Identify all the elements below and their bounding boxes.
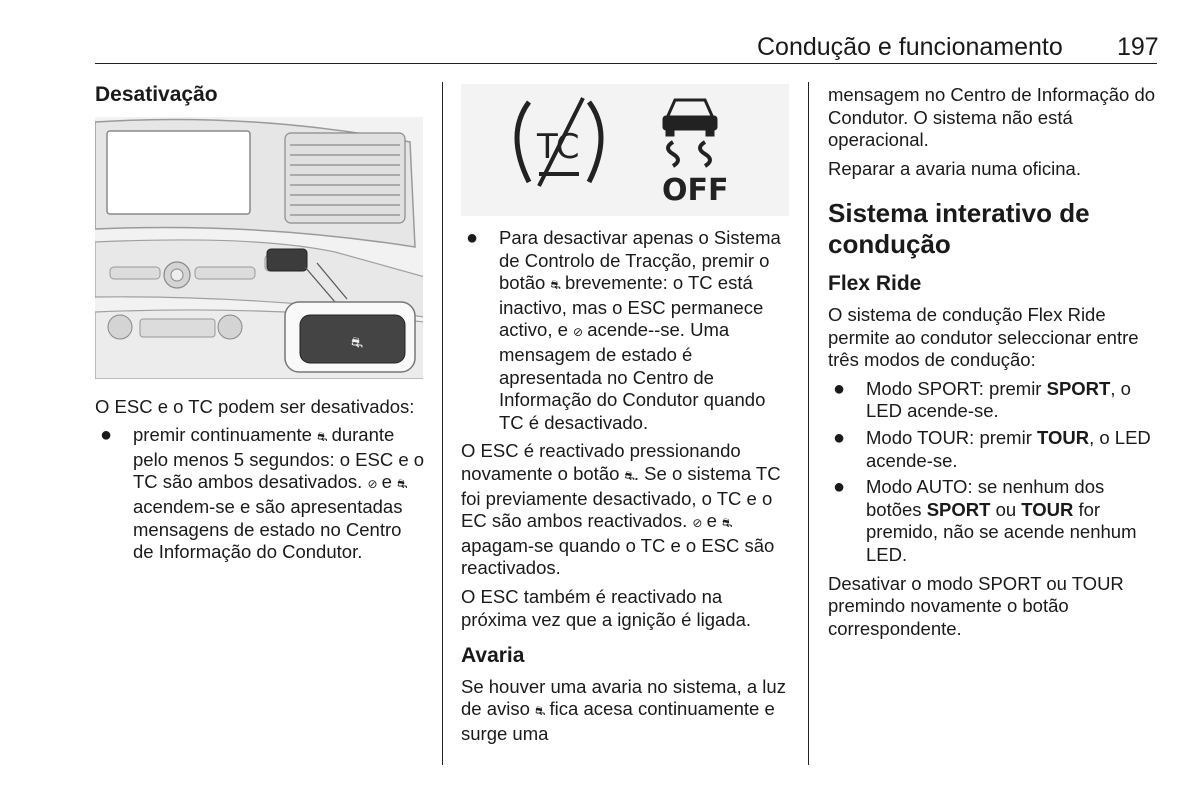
list-item: ● Modo SPORT: premir SPORT, o LED acende-se. [833, 377, 1131, 422]
tc-warning-icon: ⛐ [535, 704, 545, 719]
bullet-dot: ● [833, 377, 846, 400]
column-2 [461, 84, 791, 751]
esc-off-icon: ⊘ [692, 516, 702, 531]
paragraph: Reparar a avaria numa oficina. [828, 157, 1081, 179]
list-item: ● Modo AUTO: se nenhum dos botões SPORT ou TOUR for premido, não se acende nenhum LED. [833, 476, 1137, 565]
tc-text-glyph: TC [537, 127, 580, 167]
tc-off-icon: ⛐ [317, 430, 327, 445]
list-item: ● Para desactivar apenas o Sistema de Controlo de Tracção, premir o botão ⛐ brevemente: o TC está inactivo, mas o ESC permanece activo, e ⊘ acende--se. Uma mensagem de estado é apresentada no Centro de Informação do Condutor quando TC é desactivado. [466, 227, 781, 433]
header-rule [95, 63, 1157, 64]
esc-off-icon: ⊘ [573, 325, 583, 340]
dashboard-illustration [95, 117, 423, 379]
bullet-dot: ● [833, 476, 846, 499]
bullet-dot: ● [833, 426, 846, 449]
paragraph: O ESC também é reactivado na próxima vez que a ignição é ligada. [461, 585, 752, 630]
tc-list [461, 227, 791, 434]
deactivation-list [95, 424, 425, 564]
dashboard-drawing [95, 117, 423, 379]
warning-lights-illustration [461, 84, 789, 216]
column-3 [828, 84, 1160, 646]
subheading-flex-ride: Flex Ride [828, 272, 922, 296]
warning-lights-drawing [461, 84, 789, 216]
paragraph: O ESC é reactivado pressionando novamente o botão ⛐. Se o sistema TC foi previamente desactivado, o TC e o EC são ambos reactivados. ⊘ e ⛐ apagam-se quando o TC e o ESC são reactivados. [461, 440, 781, 579]
tc-off-icon: ⛐ [624, 468, 634, 483]
tc-off-icon: ⛐ [550, 278, 560, 293]
running-header-title: Condução e funcionamento [757, 33, 1063, 61]
mode-list [828, 378, 1160, 567]
bullet-dot: ● [100, 424, 113, 447]
tc-off-icon: ⛐ [722, 516, 732, 531]
section-heading-driving-system: Sistema interativo de condução [828, 198, 1090, 260]
esc-off-icon: ⊘ [367, 477, 377, 492]
column-divider-1 [442, 82, 443, 765]
off-label: OFF [662, 173, 729, 208]
tc-off-icon: ⛐ [397, 477, 407, 492]
paragraph: mensagem no Centro de Informação do Condutor. O sistema não está operacional. [828, 84, 1156, 151]
intro-text: O ESC e o TC podem ser desativados: [95, 395, 415, 417]
list-item: ● Modo TOUR: premir TOUR, o LED acende-se. [833, 426, 1151, 471]
paragraph: Se houver uma avaria no sistema, a luz de aviso ⛐ fica acesa continuamente e surge uma [461, 675, 786, 744]
list-item: ● premir continuamente ⛐ durante pelo menos 5 segundos: o ESC e o TC são ambos desativados. ⊘ e ⛐ acendem-se e são apresentadas mensagens de estado no Centro de Informação do Condutor. [100, 424, 425, 563]
svg-text:⛐: ⛐ [351, 334, 364, 351]
paragraph: Desativar o modo SPORT ou TOUR premindo novamente o botão correspondente. [828, 572, 1124, 639]
column-divider-2 [808, 82, 809, 765]
bullet-dot: ● [466, 227, 479, 249]
paragraph: O sistema de condução Flex Ride permite ao condutor seleccionar entre três modos de condução: [828, 303, 1139, 371]
section-heading-deactivation: Desativação [95, 83, 218, 106]
column-1 [95, 84, 425, 570]
page-number: 197 [1117, 33, 1159, 61]
section-heading-fault: Avaria [461, 644, 525, 668]
